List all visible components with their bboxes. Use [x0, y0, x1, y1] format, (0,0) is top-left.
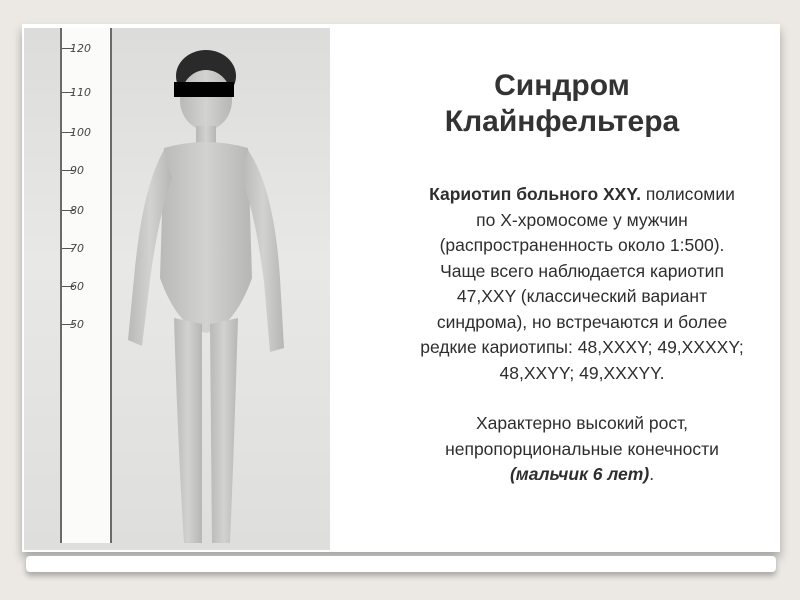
right-leg-shape — [210, 318, 238, 543]
age-note-end: . — [649, 464, 655, 484]
ruler-label-100: 100 — [70, 126, 91, 139]
privacy-bar — [174, 82, 234, 97]
body-line-5: 47,XXY (классический вариант — [456, 286, 708, 306]
title-line-1: Синдром — [494, 69, 630, 102]
ruler-label-50: 50 — [70, 318, 84, 331]
head-shape — [180, 70, 232, 130]
torso-shape — [160, 142, 252, 333]
slide-bottom-bar — [26, 556, 776, 572]
ruler-label-120: 120 — [70, 42, 91, 55]
karyotype-lead-rest: полисомии — [640, 184, 735, 204]
body-line-3: (распространенность около 1:500). — [439, 235, 725, 255]
neck-shape — [196, 126, 216, 144]
figure-placeholder — [24, 28, 330, 550]
slide-title — [402, 68, 722, 140]
title-line-2: Клайнфельтера — [444, 105, 680, 138]
body-line-10: непропорциональные конечности — [445, 438, 719, 459]
body-line-6: синдрома), но встречаются и более — [436, 311, 728, 332]
patient-photo — [24, 28, 330, 550]
slide — [22, 24, 780, 552]
ruler-label-60: 60 — [70, 280, 84, 293]
body-line-7: редкие кариотипы: 48,XXXY; 49,XXXXY; — [420, 337, 744, 357]
ruler-label-90: 90 — [70, 164, 84, 177]
ruler-label-70: 70 — [70, 242, 84, 255]
ruler-label-80: 80 — [70, 204, 84, 217]
body-line-2: по X-хромосоме у мужчин — [476, 209, 688, 230]
age-note: (мальчик 6 лет) — [509, 464, 650, 484]
karyotype-lead: Кариотип больного XXY. — [429, 184, 641, 204]
slide-body — [372, 182, 792, 488]
body-line-4: Чаще всего наблюдается кариотип — [440, 260, 724, 281]
body-line-9: Характерно высокий рост, — [475, 413, 689, 433]
left-leg-shape — [174, 318, 202, 543]
body-line-1 — [372, 182, 792, 208]
body-line-11 — [372, 462, 792, 488]
body-line-8: 48,XXYY; 49,XXXYY. — [499, 362, 665, 383]
ruler-label-110: 110 — [70, 86, 91, 99]
